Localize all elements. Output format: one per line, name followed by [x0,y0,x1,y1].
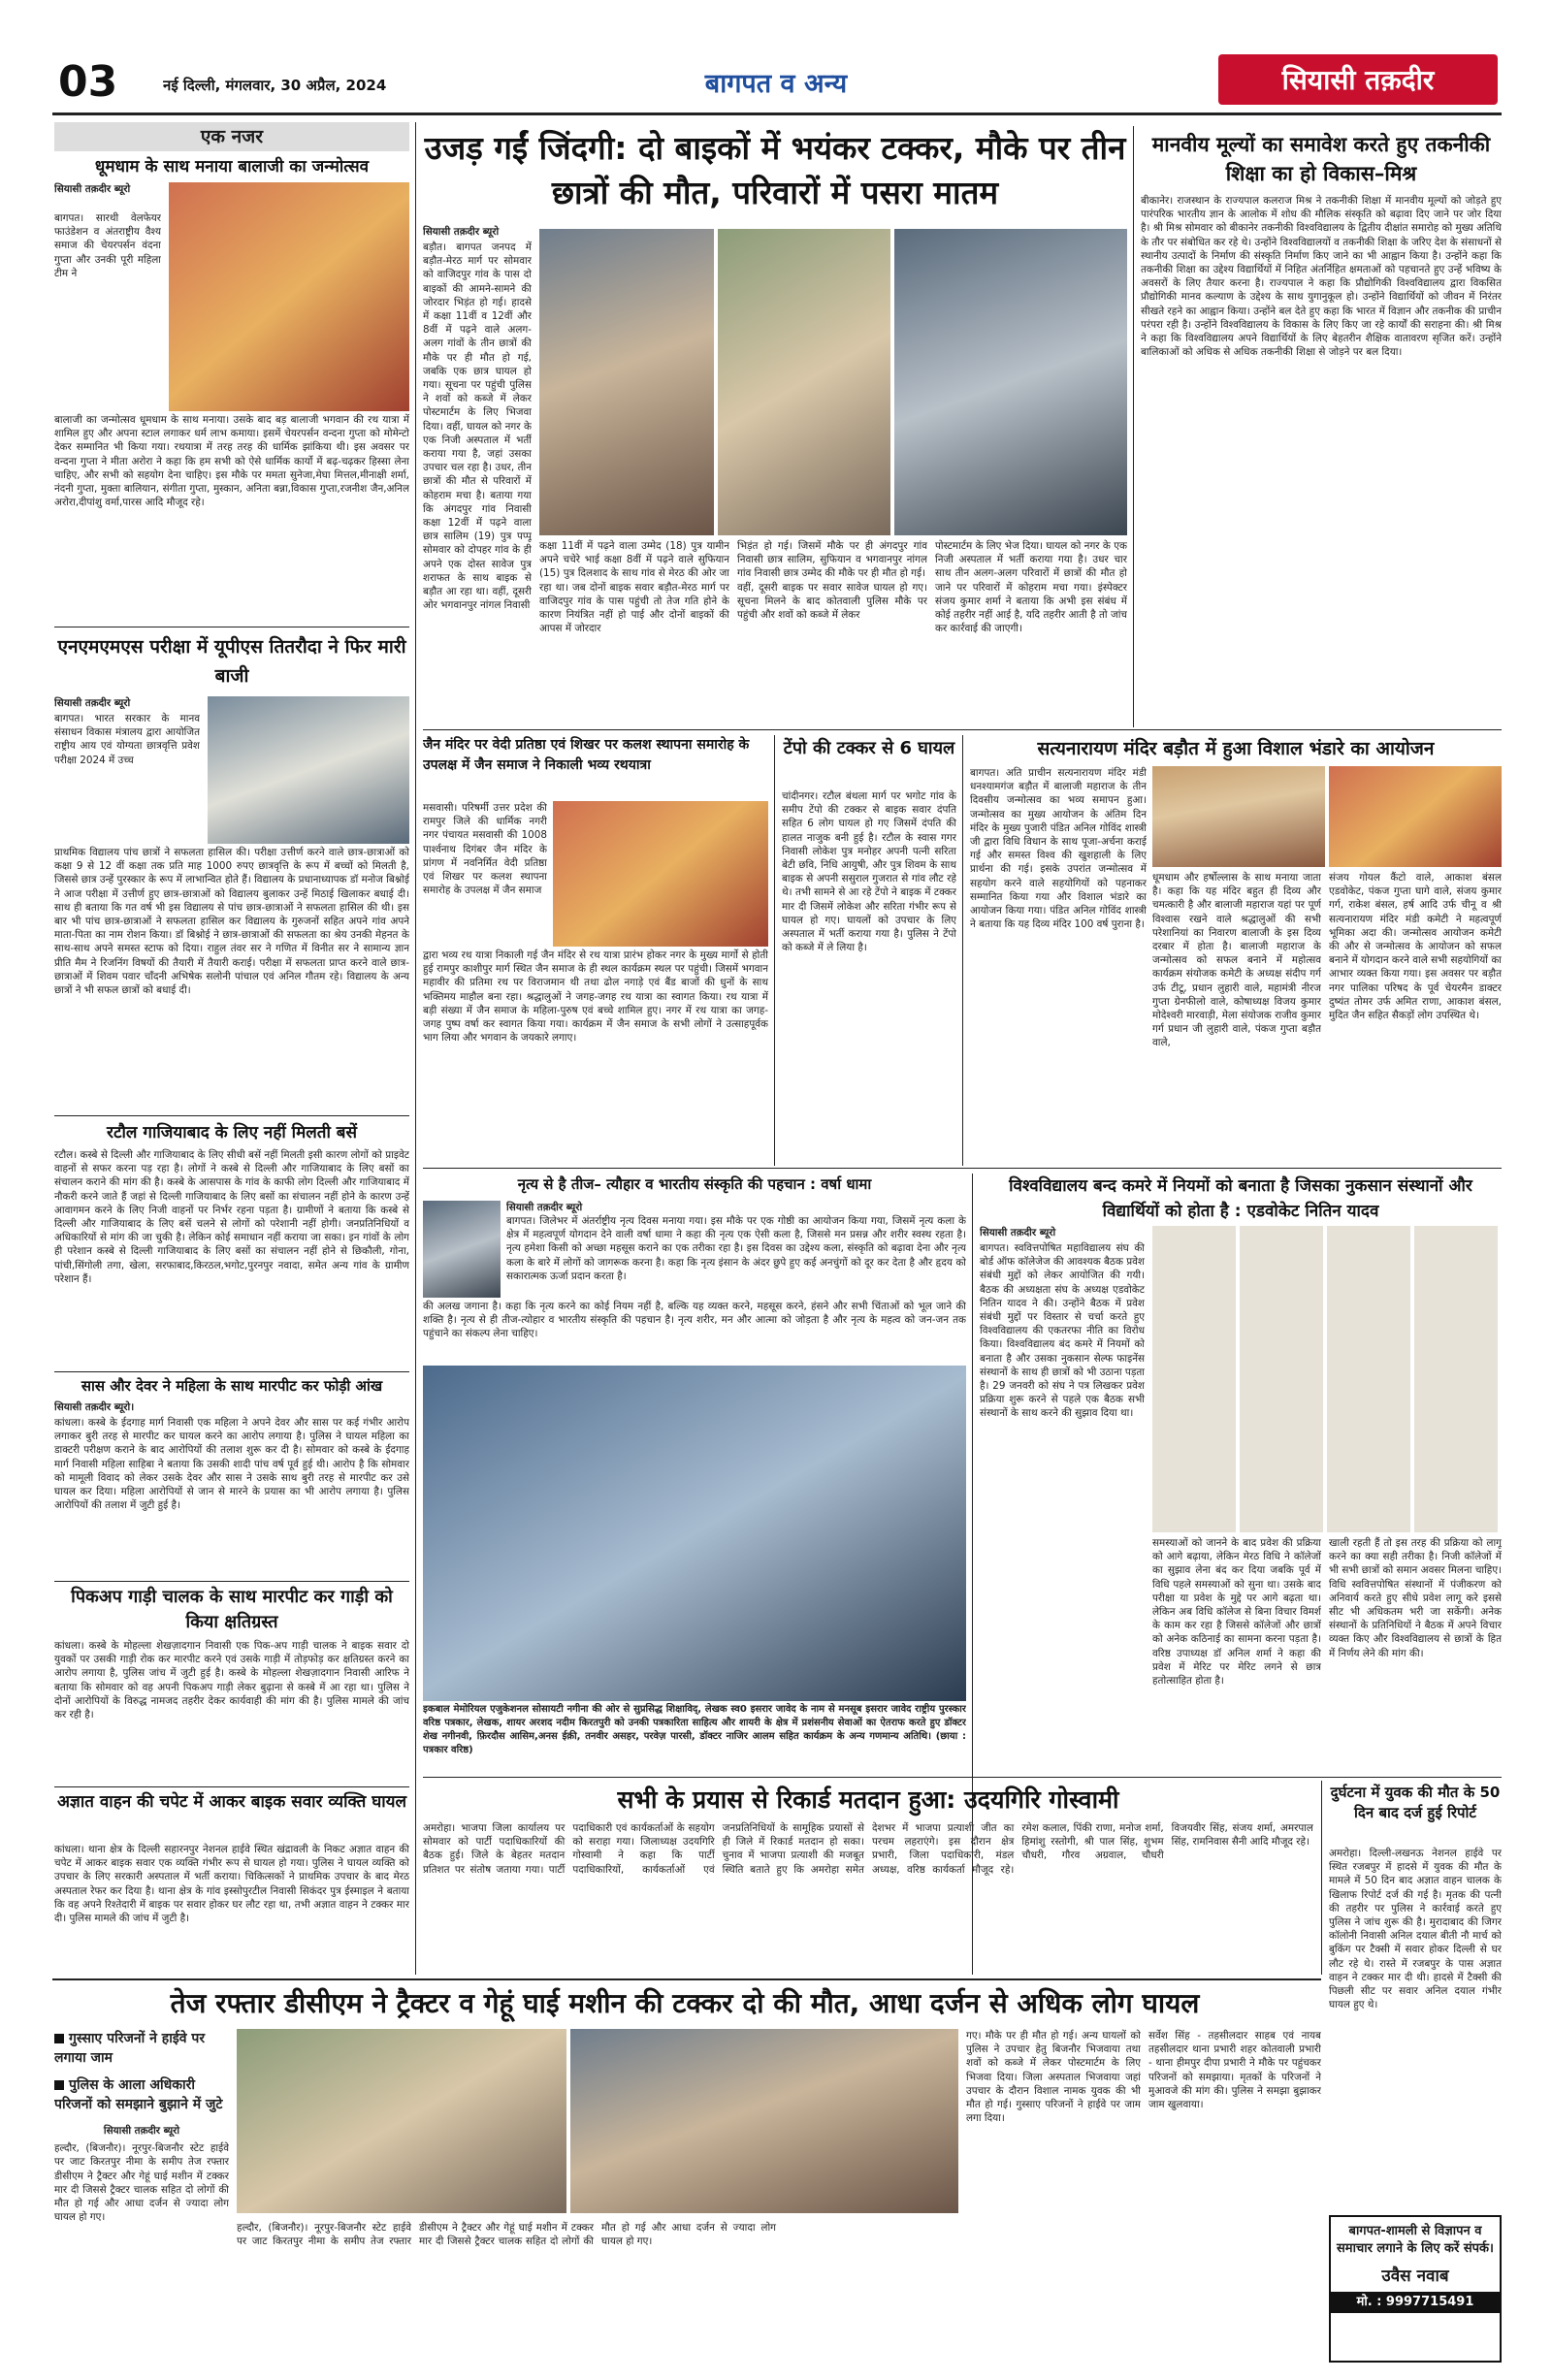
uday-body: अमरोहा। भाजपा जिला कार्यालय पर सोमवार को पार्टी पदाधिकारियों की बैठक हुई। जिले के बेहतर मतदान प्रतिशत पर संतोष जताया गया। पार्टी पदाधिकारी एवं कार्यकर्ताओं के सहयोग को सराहा गया। जिलाध्यक्ष उदयगिरि गोस्वामी ने कहा कि पार्टी पदाधिकारियों, कार्यकर्ताओं एवं जनप्रतिनिधियों के सामूहिक प्रयासों से ही जिले में रिकार्ड मतदान हो सका। चुनाव में भाजपा प्रत्याशी की मजबूत स्थिति बताते हुए कि अमरोहा समेत देशभर में भाजपा प्रत्याशी जीत का परचम लहराएंगे। इस दौरान क्षेत्र प्रभारी, जिला पदाधिकारी, मंडल अध्यक्ष, वरिष्ठ कार्यकर्ता मौजूद रहे। रमेश कलाल, पिंकी राणा, मनोज शर्मा, हिमांशु रस्तोगी, श्री पाल सिंह, शुभम चौधरी, गौरव अग्रवाल, चौधरी विजयवीर सिंह, संजय शर्मा, अमरपाल सिंह, रामनिवास सैनी आदि मौजूद रहे। [423,1822,1313,1876]
mishra-body: बीकानेर। राजस्थान के राज्यपाल कलराज मिश्र ने तकनीकी शिक्षा में मानवीय मूल्यों को जोड़ते हुए पारंपरिक भारतीय ज्ञान के आलोक में शोध की मौलिक संस्कृति को बढ़ावा दिए जाने पर जोर दिया है। श्री मिश्र सोमवार को बीकानेर तकनीकी विश्वविद्यालय के द्वितीय दीक्षांत समारोह को मुख्य अतिथि के तौर पर संबोधित कर रहे थे। उन्होंने विश्वविद्यालयों व तकनीकी शिक्षा के जरिए देश के संसाधनों से स्थानीय उत्पादों के निर्माण की संस्कृति निर्माण किए जाने का भी आह्वान किया है। उन्होंने कहा कि तकनीकी शिक्षा का उद्देश्य विद्यार्थियों में निहित अंतर्निहित क्षमताओं को पहचानते हुए उन्हें भविष्य के अवसरों के लिए तैयार करना है। राज्यपाल ने कहा कि प्रौद्योगिकी विश्वविद्यालय द्वारा विकसित प्रौद्योगिकी मानव कल्याण के उद्देश्य के साथ युगानुकूल हो। उन्होंने विद्यार्थियों को जीवन में निरंतर सीखते रहने का आह्वान किया। उन्होंने बल देते हुए कहा कि भारत में विज्ञान और तकनीक की प्राचीन परंपरा रही है। उन्होंने विश्वविद्यालय के विकास के लिए किए जा रहे कार्यों की सराहना की। श्री मिश्र ने कहा कि विश्वविद्यालय अपने विद्यार्थियों के लिए बेहतरीन शैक्षिक वातावरण सृजित करें। उन्होंने बालिकाओं को अधिक से अधिक तकनीकी शिक्षा से जोड़ने पर बल दिया। [1141,195,1502,359]
bottom-divider [52,1978,1321,1980]
tempo-headline: टेंपो की टक्कर से 6 घायल [783,738,955,758]
ek-nazar-box [54,122,409,151]
lead-body-b: कक्षा 11वीं में पढ़ने वाला उम्मेद (18) पुत्र यामीन अपने चचेरे भाई कक्षा 8वीं में पढ़ने वाले सुफियान (15) पुत्र दिलशाद के साथ गांव से मेरठ की ओर जा रहा था। जब दोनों बाइक सवार बड़ौत-मेरठ मार्ग पर वाजिदपुर गांव के पास पहुंची तो तेज गति होने के कारण नियंत्रित नहीं हो पाई और दोनों बाइकों की आपस में जोरदार [539,540,729,635]
satya-body-b: धूमधाम और हर्षोल्लास के साथ मनाया जाता है। कहा कि यह मंदिर बहुत ही दिव्य और चमत्कारी है और बालाजी महाराज यहां पर पूर्ण विश्वास रखने वाले श्रद्धालुओं की सभी परेशानियां का निवारण बालाजी के इस दिव्य दरबार में होता है। बालाजी महाराज के जन्मोत्सव को सफल बनाने में महोत्सव कार्यक्रम संयोजक कमेटी के अध्यक्ष संदीप गर्ग उर्फ टीटू, प्रधान लुहारी वाले, महामंत्री नीरज गुप्ता ग्रेनफीलो वाले, कोषाध्यक्ष विजय कुमार मोदेश्वरी मारवाड़ी, मेला संयोजक राजीव कुमार गर्ग प्रधान जी लुहारी वाले, पंकज गुप्ता बड़ौत वाले, [1152,872,1321,1049]
rataul-bus-headline: रटौल गाजियाबाद के लिए नहीं मिलती बसें [107,1123,357,1142]
balaji-body-b: बालाजी का जन्मोत्सव धूमधाम के साथ मनाया। उसके बाद बड़ बालाजी भगवान की रथ यात्रा में शामिल हुए और अपना स्टाल लगाकर धर्म लाभ कमाया। इसमें चेयरपर्सन वन्दना गुप्ता को मोमेन्टो देकर सम्मानित भी किया गया। रथयात्रा में तरह तरह की धार्मिक झांकिया थी। इस अवसर पर वन्दना गुप्ता ने मीता अरोरा ने कहा कि हम सभी को ऐसे धार्मिक कार्यो में बढ़-चढ़कर हिस्सा लेना चाहिए, और सभी को सहयोग देना चाहिए। इस मौके पर ममता सुनेजा,मेघा मित्तल,मीनाक्षी शर्मा, नंदनी गुप्ता, मुक्ता बालियान, संगीता गुप्ता, मुस्कान, अनिता बन्ना,विकास गुप्ता,रजनीश जैन,अनिल अरोरा,दीपांशु वर्मा,पारस आदि मौजूद रहे। [54,414,409,509]
mid-divider [423,1168,1502,1169]
top-divider [423,729,1502,730]
teej-byline: सियासी तक़दीर ब्यूरो [506,1202,583,1213]
vv-body-c: खाली रहती हैं तो इस तरह की प्रक्रिया को लागू करने का क्या सही तरीका है। निजी कॉलेजों में भी सभी छात्रों को समान अवसर मिलना चाहिए। विधि स्ववित्तपोषित संस्थानों में पंजीकरण को अनिवार्य करते हुए सीधे प्रवेश लागू करे इससे सीट भी अधिकतम भरी जा सकेंगी। अनेक संस्थानों के प्रतिनिधियों ने बैठक में अपने विचार व्यक्त किए और विश्वविद्यालय से छात्रों के हित में निर्णय लेने की मांग की। [1329,1537,1502,1659]
col1-divider-3 [54,1371,409,1372]
uday-top-rule [423,1777,1313,1778]
satya-body-c: संजय गोयल कैंटो वाले, आकाश बंसल एडवोकेट, पंकज गुप्ता घागे वाले, संजय कुमार गर्ग, राकेश बंसल, हर्ष आदि उर्फ चीनू व श्री सत्यनारायण मंदिर मंडी कमेटी ने महत्वपूर्ण भूमिका अदा की। जन्मोत्सव आयोजन कमेटी की और से जन्मोत्सव के आयोजन को सफल बनाने में योगदान करने वाले सभी सहयोगियों का आभार व्यक्त किया गया। इस अवसर पर बड़ौत नगर पालिका परिषद के पूर्व चेयरमैन डाक्टर दुष्यंत तोमर उर्फ अमित राणा, आकाश बंसल, मुदित जैन सहित सैकड़ों लोग उपस्थित थे। [1329,872,1502,1022]
col1-divider-4 [54,1581,409,1582]
left-column [54,122,409,1975]
nmms-body-b: प्राथमिक विद्यालय पांच छात्रों ने सफलता हासिल की। परीक्षा उत्तीर्ण करने वाले छात्र-छात्राओं को कक्षा 9 से 12 वीं कक्षा तक प्रति माह 1000 रुपए छात्रवृत्ति के रूप में बच्चों को मिलती है, जिससे छात्र उन्हें पुरस्कार के रूप में लाभान्वित होते हैं। विद्यालय के प्रधानाध्यापक डॉ मनोज बिश्नोई ने आज परीक्षा में उत्तीर्ण हुए छात्र-छात्राओं को विद्यालय बुलाकर उन्हें मिठाई खिलाकर बधाई दी। साथ ही बताया कि गत वर्ष भी इस विद्यालय से पांच छात्र-छात्राओं ने सफलता हासिल की थी। इस बार भी पांच छात्र-छात्राओं ने सफलता हासिल कर विद्यालय के गुरुजनों सहित अपने गांव अपने माता-पिता का नाम रोशन किया। डॉ बिश्नोई ने छात्र-छात्राओं की सफलता का श्रेय उनकी मेहनत के साथ-साथ अपने समस्त स्टाफ को दिया। राहुल तंवर सर ने गणित में विनीत सर ने सामान्य ज्ञान प्रीति मैम ने रिजनिंग विषयों की तैयारी में तैयारी कराई। परीक्षा में सफलता प्राप्त करने वाले छात्र-छात्राओं में शिवम पवार चाँदनी अभिषेक सलोनी पांचाल एवं अनिल गौतम रहे। विद्यालय के अन्य छात्रों ने भी सफल छात्रों को बधाई दी। [54,847,409,997]
agyat-vahan-headline: अज्ञात वाहन की चपेट में आकर बाइक सवार व्यक्ति घायल [56,1792,407,1812]
jain-body-a: मसवासी। परिषर्मी उत्तर प्रदेश की रामपुर जिले की धार्मिक नगरी नगर पंचायत मसवासी की 1008 पार्श्वनाथ दिगंबर जैन मंदिर के प्रांगण में नवनिर्मित वेदी प्रतिष्ठा एवं शिखर पर कलश स्थापना समारोह के उपलक्ष में जैन समाज [423,802,547,897]
paper-name: सियासी तक़दीर [1281,64,1435,96]
dcm-headline: तेज रफ्तार डीसीएम ने ट्रैक्टर व गेहूं घाई मशीन की टक्कर दो की मौत, आधा दर्जन से अधिक लोग घायल [170,1987,1200,2019]
masthead-divider [52,113,1502,115]
tempo-divider [962,735,963,1166]
vv-byline: सियासी तक़दीर ब्यूरो [980,1227,1056,1238]
award-caption: इकबाल मेमोरियल एजुकेशनल सोसायटी नगीना की ओर से सुप्रसिद्ध शिक्षाविद्, लेखक स्व0 इसरार जावेद के नाम से मनसूब इसरार जावेद राष्ट्रीय पुरस्कार वरिष्ठ पत्रकार, लेखक, शायर अरशद नदीम किरतपुरी को उनकी पत्रकारिता साहित्य और शायरी के क्षेत्र में प्रशंसनीय सेवाओं का ऐतराफ करते हुए डॉक्टर शेख नगीनवी, फ़िरदौस आसिम,अनस ईक़ी, तनवीर असहर, परवेज़ पारसी, डॉक्टर नाजिर आलम सहित कार्यक्रम के अन्य गणमान्य अतिथि। (छाया : पत्रकार वरिष्ठ) [423,1704,966,1755]
vv-body-a: बागपत। स्ववित्तपोषित महाविद्यालय संघ की बोर्ड ऑफ कॉलेजेज की आवश्यक बैठक प्रवेश संबंधी मुद्दों को लेकर आयोजित की गयी। बैठक की अध्यक्षता संघ के अध्यक्ष एडवोकेट नितिन यादव ने की। उन्होंने बैठक में प्रवेश संबंधी मुद्दों पर विस्तार से चर्चा करते हुए विश्वविद्यालय की एकतरफा नीति का विरोध किया। विश्वविद्यालय बंद कमरे में नियमों को बनाता है और उसका नुकसान सेल्फ फाइनेंस संस्थानों के साथ ही छात्रों को भी उठाना पड़ता है। 29 जनवरी को संघ ने पत्र लिखकर प्रवेश प्रक्रिया शुरू करने से पहले एक बैठक सभी संस्थानों के साथ करने की सुझाव दिया था। [980,1242,1145,1420]
paper-name-box [1218,54,1498,105]
balaji-body-a: बागपत। सारथी वेलफेयर फाउंडेशन व अंतराष्ट्रीय वैश्य समाज की चेयरपर्सन वंदना गुप्ता और उनकी पूरी महिला टीम ने [54,212,161,279]
jain-photo [553,801,768,947]
award-photo [423,1366,966,1701]
satya-headline: सत्यनारायण मंदिर बड़ौत में हुआ विशाल भंडारे का आयोजन [1037,738,1435,759]
dcm-byline: सियासी तक़दीर ब्यूरो [103,2125,180,2137]
teej-headline: नृत्य से है तीज– त्यौहार व भारतीय संस्कृति की पहचान : वर्षा धामा [517,1175,872,1193]
nmms-headline: एनएमएमएस परीक्षा में यूपीएस तितरौदा ने फिर मारी बाजी [57,636,406,687]
pickup-body: कांधला। कस्बे के मोहल्ला शेखज़ादगान निवासी एक पिक-अप गाड़ी चालक ने बाइक सवार दो युवकों पर उसकी गाड़ी रोक कर मारपीट करने एवं उसके गाड़ी में तोड़फोड़ कर क्षतिग्रस्त करने का आरोप लगाया है, पुलिस जांच में जुटी हुई है। कस्बे के मोहल्ला शेखज़ादगान निवासी आरिफ ने बताया कि सोमवार को वह अपनी पिकअप गाड़ी लेकर बुढ़ाना से कस्बे में आ रहा था। पुलिस ने दोनों आरोपियों के विरुद्ध नामजद तहरीर देकर कार्यवाही की मांग की है। पुलिस मामले की जांच कर रही है। [54,1640,409,1721]
col-divider-left [415,122,416,1975]
balaji-headline: धूमधाम के साथ मनाया बालाजी का जन्मोत्सव [94,157,370,177]
ad-text: बागपत-शामली से विज्ञापन व समाचार लगाने के लिए करें संपर्क। [1337,2224,1494,2256]
ad-name: उवैस नवाब [1381,2267,1449,2286]
uday-headline: सभी के प्रयास से रिकार्ड मतदान हुआ: उदयगिरि गोस्वामी [617,1785,1119,1814]
jain-divider [774,735,775,1166]
page-number: 03 [58,58,118,107]
satya-body-a: बागपत। अति प्राचीन सत्यनारायण मंदिर मंडी धनश्यामगंज बड़ौत में बालाजी महाराज के तीन दिवसीय जन्मोत्सव का भव्य समापन हुआ। जन्मोत्सव का मुख्य आयोजन के अंतिम दिन मंदिर के मुख्य पुजारी पंडित अनिल गोविंद शास्त्री जी द्वारा विधि विधान के साथ पूजा-अर्चना कराई गई और समस्त विश्व की खुशहाली के लिए प्रार्थना की गई। इसके उपरांत जन्मोत्सव में सहयोग करने वाले सहयोगियों को पहनाकर सम्मानित किया गया और विशाल भंडारे का आयोजन किया गया। पंडित अनिल गोविंद शास्त्री ने बताया कि यह दिव्य मंदिर 100 वर्ष पुराना है। [970,767,1147,931]
vv-meeting-screenshot [1152,1226,1502,1532]
satya-photo-1 [1152,766,1325,867]
col1-divider-5 [54,1786,409,1787]
tempo-body: चांदीनगर। रटौल बंथला मार्ग पर भगोट गांव के समीप टेंपो की टक्कर से बाइक सवार दंपति सहित 6 लोग घायल हो गए जिसमें दंपति की हालत नाजुक बनी हुई है। रटौल के स्वास गगर निवासी लोकेश पुत्र मनोहर अपनी पत्नी सरिता बेटी छवि, निधि आयुषी, और पुत्र शिवम के साथ बाइक से अपनी ससुराल गुजरात से गांव लौट रहे थे। तभी सामने से आ रहे टेंपो ने बाइक में टक्कर मार दी जिसमें लोकेश और सरिता गंभीर रूप से घायल हो गए। घायलों को उपचार के लिए अस्पताल में भर्ती कराया गया है। पुलिस ने टेंपो को कब्जे में ले लिया है। [782,790,956,954]
nmms-body-a: बागपत। भारत सरकार के मानव संसाधन विकास मंत्रालय द्वारा आयोजित राष्ट्रीय आय एवं योग्यता छात्रवृत्ति प्रवेश परीक्षा 2024 में उच्च [54,713,200,766]
lead-byline: सियासी तक़दीर ब्यूरो [423,226,500,238]
saas-devar-byline: सियासी तक़दीर ब्यूरो। [54,1401,135,1413]
mishra-headline: मानवीय मूल्यों का समावेश करते हुए तकनीकी शिक्षा का हो विकास–मिश्र [1151,133,1491,185]
lead-body-a: बड़ौत। बागपत जनपद में बड़ौत-मेरठ मार्ग पर सोमवार को वाजिदपुर गांव के पास दो बाइकों की आमने-सामने की जोरदार भिड़ंत हो गई। हादसे में कक्षा 11वीं व 12वीं और 8वीं में पढ़ने वाले अलग-अलग गांवों के तीन छात्रों की मौके पर ही मौत हो गई, जबकि एक छात्र घायल हो गया। सूचना पर पहुंची पुलिस ने शवों को कब्जे में लेकर पोस्टमार्टम के लिए भिजवा दिया। वहीं, घायल को नगर के एक निजी अस्पताल में भर्ती कराया गया है, जहां उसका उपचार चल रहा है। उधर, तीन छात्रों की मौत से परिवारों में कोहराम मचा है। बताया गया कि अंगदपुर गांव निवासी कक्षा 12वीं में पढ़ने वाला छात्र सालिम (19) पुत्र पप्पू सोमवार को दोपहर गांव के ही अपने एक दोस्त सावेज पुत्र शराफत के साथ बाइक से बड़ौत आ रहा था। वहीं, दूसरी ओर भगवानपुर नांगल निवासी [423,241,532,612]
jain-headline: जैन मंदिर पर वेदी प्रतिष्ठा एवं शिखर पर कलश स्थापना समारोह के उपलक्ष में जैन समाज ने निकाली भव्य रथयात्रा [423,737,750,773]
teej-body-b: की अलख जगाना है। कहा कि नृत्य करने का कोई नियम नहीं है, बल्कि यह व्यक्त करने, महसूस करने, हंसने और सभी चिंताओं को भूल जाने की शक्ति है। नृत्य से ही तीज-त्योहार व भारतीय संस्कृति की पहचान है। नृत्य शरीर, मन और आत्मा को जोड़ता है और नृत्य के महत्व को जन-जन तक पहुंचाने का संकल्प लेना चाहिए। [423,1301,966,1340]
satya-photo-2 [1329,766,1502,867]
dcm-body-b: गए। मौके पर ही मौत हो गई। अन्य घायलों को पुलिस ने उपचार हेतु बिजनौर भिजवाया तथा शवों को कब्जे में लेकर पोस्टमार्टम के लिए भिजवा दिया। जिला अस्पताल भिजवाया जहां उपचार के दौरान विशाल नामक युवक की भी मौत हो गई। गुस्साए परिजनों ने हाईवे पर जाम लगा दिया। [966,2030,1141,2125]
dcm-photo-1 [237,2029,566,2213]
masthead [0,0,1552,114]
bullet-icon [54,2034,64,2043]
dcm-body-a: हल्दौर, (बिजनौर)। नूरपुर-बिजनौर स्टेट हाईवे पर जाट किरतपुर नीमा के समीप तेज रफ्तार डीसीएम ने ट्रैक्टर और गेहूं घाई मशीन में टक्कर मार दी जिससे ट्रैक्टर चालक सहित दो लोगों की मौत हो गई और आधा दर्जन से ज्यादा लोग घायल हो गए। [54,2142,229,2224]
col1-divider-2 [54,1115,409,1116]
vv-headline: विश्वविद्यालय बन्द कमरे में नियमों को बनाता है जिसका नुकसान संस्थानों और विद्यार्थियों को होता है : एडवोकेट नितिन यादव [1009,1176,1472,1221]
saas-devar-body: कांधला। कस्बे के ईदगाह मार्ग निवासी एक महिला ने अपने देवर और सास पर कई गंभीर आरोप लगाकर बुरी तरह से मारपीट कर घायल करने का आरोप लगाया है। पुलिस ने घायल महिला का डाक्टरी परीक्षण कराने के बाद आरोपियों की तलाश शुरू कर दी है। सोमवार को कस्बे के ईदगाह मार्ग निवासी महिला साहिबा ने बताया कि उसकी शादी पांच वर्ष पूर्व हुई थी। आरोप है कि सोमवार को मामूली विवाद को लेकर उसके देवर और सास ने उसके साथ बुरी तरह से मारपीट कर उसे घायल कर दिया। महिला आरोपियों से जान से मारने के प्रयास का भी आरोप लगाया है। पुलिस आरोपियों की तलाश में जुटी हुई है। [54,1417,409,1512]
ad-box [1329,2215,1502,2363]
lead-divider [1133,126,1134,727]
agyat-vahan-body: कांधला। थाना क्षेत्र के दिल्ली सहारनपुर नेशनल हाईवे स्थित खंद्रावली के निकट अज्ञात वाहन की चपेट में आकर बाइक सवार एक व्यक्ति गंभीर रूप से घायल हो गया। पुलिस ने घायल व्यक्ति को उपचार के लिए सरकारी अस्पताल में भर्ती कराया। चिकित्सकों ने प्राथमिक उपचार के बाद मेरठ अस्पताल रेफर कर दिया है। थाना क्षेत्र के गांव इस्सोपुरटील निवासी सिकंदर पुत्र ईस्माइल ने बताया कि वह अपने रिश्तेदारी में बाइक पर सवार होकर घर लौट रहा था, तभी अज्ञात वाहन ने टक्कर मार दी। पुलिस मामले की जांच में जुटी है। [54,1844,409,1925]
bullet-icon [54,2080,64,2090]
balaji-photo [169,182,409,411]
durg-body: अमरोहा। दिल्ली-लखनऊ नेशनल हाईवे पर स्थित रजबपुर में हादसे में युवक की मौत के मामले में 50 दिन बाद अज्ञात वाहन चालक के खिलाफ रिपोर्ट दर्ज की गई है। मृतक की पत्नी की तहरीर पर पुलिस ने कार्रवाई करते हुए पुलिस ने जांच शुरू की है। मुरादाबाद की जिगर कॉलोनी निवासी अनिल दयाल बीती नौ मार्च को बुकिंग पर टैक्सी में सवार होकर दिल्ली से घर लौट रहे थे। रास्ते में रजबपुर के पास अज्ञात वाहन ने टक्कर मार दी थी। हादसे में टैक्सी की पिछली सीट पर सवार अनिल दयाल गंभीर घायल हुए थे। [1329,1848,1502,2011]
lead-body-c: भिड़ंत हो गई। जिसमें मौके पर ही अंगदपुर गांव निवासी छात्र सालिम, सुफियान व भगवानपुर नांगल गांव निवासी छात्र उम्मेद की मौके पर ही मौत हो गई। वहीं, दूसरी बाइक पर सवार सावेज घायल हो गए। सूचना मिलने के बाद कोतवाली पुलिस मौके पर पहुंची और शवों को कब्जे में लेकर [737,540,927,622]
lead-photo-3 [894,229,1127,535]
lead-body-d: पोस्टमार्टम के लिए भेज दिया। घायल को नगर के एक निजी अस्पताल में भर्ती कराया गया है। उधर चार साथ तीन अलग-अलग परिवारों में छात्रों की मौत हो जाने पर परिवारों में कोहराम मचा गया। इंस्पेक्टर संजय कुमार शर्मा ने बताया कि अभी इस संबंध में कोई तहरीर नहीं आई है, यदि तहरीर आती है तो जांच कर कार्रवाई की जाएगी। [935,540,1127,635]
lead-photo-1 [539,229,714,535]
dcm-side-2: पुलिस के आला अधिकारी परिजनों को समझाने बुझाने में जुटे [54,2077,223,2112]
dcm-body-c: सर्वेश सिंह - तहसीलदार साहब एवं नायब तहसीलदार थाना प्रभारी शहर कोतवाली प्रभारी - थाना हीमपुर दीपा प्रभारी ने मौके पर पहुंचकर परिजनों को समझाया। मृतकों के परिजनों ने मुआवजे की मांग की। पुलिस ने समझा बुझाकर जाम खुलवाया। [1148,2030,1321,2111]
dateline: नई दिल्ली, मंगलवार, 30 अप्रैल, 2024 [163,77,387,94]
lead-photo-2 [718,229,890,535]
durg-headline: दुर्घटना में युवक की मौत के 50 दिन बाद दर्ज हुई रिपोर्ट [1330,1784,1501,1821]
saas-devar-headline: सास और देवर ने महिला के साथ मारपीट कर फोड़ी आंख [81,1377,383,1395]
balaji-byline: सियासी तक़दीर ब्यूरो [54,183,131,195]
pickup-headline: पिकअप गाड़ी चालक के साथ मारपीट कर गाड़ी को किया क्षतिग्रस्त [71,1587,393,1632]
lead-headline: उजड़ गईं जिंदगी: दो बाइकों में भयंकर टक्कर, मौके पर तीन छात्रों की मौत, परिवारों में पसरा मातम [424,129,1126,211]
ad-phone: मो. : 9997715491 [1331,2292,1500,2313]
teej-body-a: बागपत। जिलेभर में अंतर्राष्ट्रीय नृत्य दिवस मनाया गया। इस मौके पर एक गोष्ठी का आयोजन किया गया, जिसमें नृत्य कला के क्षेत्र में महत्वपूर्ण योगदान देने वाली वर्षा धामा ने कहा की नृत्य एक ऐसी कला है, जिससे मन प्रसन्न और शरीर स्वस्थ रहता है। नृत्य हमेशा किसी को अच्छा महसूस कराने का एक तरीका रहा है। इस दिवस का उद्देश्य कला, संस्कृति को बढ़ावा देना और नृत्य कला के बारे में लोगों को जागरूक करना है। कहा कि नृत्य इंसान के अंदर छुपे हुए कई अनचुंगों को दूर कर देता है और हृदय को सकारात्मक ऊर्जा प्रदान करता है। [506,1215,966,1282]
dcm-sidebar [54,2029,229,2359]
jain-body-b: द्वारा भव्य रथ यात्रा निकाली गई जैन मंदिर से रथ यात्रा प्रारंभ होकर नगर के मुख्य मार्गो से होती हुई रामपुर काशीपुर मार्ग स्थित जैन समाज के ही स्थल कार्यक्रम स्थल पर पहुंची। जिसमें भगवान महावीर की प्रतिमा रथ पर विराजमान थी तथा ढोल नगाड़े एवं बैंड बाजों की धुनों के साथ भक्तिमय माहौल बना रहा। श्रद्धालुओं ने जगह-जगह रथ यात्रा का स्वागत किया। रथ यात्रा में बड़ी संख्या में जैन समाज के महिला-पुरुष एवं बच्चे शामिल हुए। नगर में रथ यात्रा का जगह-जगह पुष्प वर्षा कर स्वागत किया गया। कार्यक्रम में जैन समाज के सभी लोगों ने उत्साहपूर्वक भाग लिया और भगवान के जयकारे लगाए। [423,949,768,1045]
vv-body-b: समस्याओं को जानने के बाद प्रवेश की प्रक्रिया को आगे बढ़ाया, लेकिन मेरठ विधि ने कॉलेजों का सुझाव लेना बंद कर दिया जबकि पूर्व में विधि पहले समस्याओं को सुना था। उसके बाद परीक्षा या प्रवेश के मुद्दे पर आगे बढ़ता था। लेकिन अब विधि कॉलेज से बिना विचार विमर्श के काम कर रहा है जिससे कॉलेजों और छात्रों को अनेक कठिनाई का सामना करना पड़ता है। वरिष्ठ उपाध्यक्ष डॉ अनिल शर्मा ने कहा की प्रवेश में मेरिट पर मेरिट लगने से छात्र हतोत्साहित होता है। [1152,1537,1321,1688]
dcm-side-1: गुस्साए परिजनों ने हाईवे पर लगाया जाम [54,2031,206,2066]
ek-nazar-label: एक नजर [200,126,264,147]
dcm-photo-2 [570,2029,958,2213]
nmms-photo [208,696,409,844]
teej-photo [423,1201,501,1298]
durg-divider [1321,1781,1322,1975]
nmms-byline: सियासी तक़दीर ब्यूरो [54,697,131,709]
rataul-bus-body: रटौल। कस्बे से दिल्ली और गाजियाबाद के लिए सीधी बसें नहीं मिलती इसी कारण लोगों को प्राइवेट वाहनों से सफर करना पड़ रहा है। लोगों ने कस्बे से दिल्ली और गाजियाबाद के लिए बसों का संचालन कराने की मांग की है। कस्बे के आसपास के गांव के काफी लोग दिल्ली और गाजियाबाद में नौकरी करने जाते हैं जहां से दिल्ली गाजियाबाद के लिए बसों का संचालन नहीं होने के कारण उन्हें आवागमन करने के लिए निजी वाहनों पर निर्भर रहना पड़ता है। ग्रामीणों ने बताया कि कस्बे से दिल्ली और गाजियाबाद के लिए बसें चलने से लोगों को परेशानी नहीं होगी। जनप्रतिनिधियों व अधिकारियों से मांग की जा चुकी है। लेकिन कोई समाधान नहीं कराया जा सका। इन गांवों के लोग ही परेशान कस्बे से दिल्ली गाजियाबाद के लिए बसों का संचालन नहीं होने से छिकौली, गोना, पांची,सिंगोली तगा, खेला, सरफाबाद,किरठल,भगोट,पुरनपुर नवादा, समेत अन्य गांव के ग्रामीण परेशान हैं। [54,1149,409,1285]
dcm-body-d: हल्दौर, (बिजनौर)। नूरपुर-बिजनौर स्टेट हाईवे पर जाट किरतपुर नीमा के समीप तेज रफ्तार डीसीएम ने ट्रैक्टर और गेहूं घाई मशीन में टक्कर मार दी जिससे ट्रैक्टर चालक सहित दो लोगों की मौत हो गई और आधा दर्जन से ज्यादा लोग घायल हो गए। [237,2222,776,2248]
section-title: बागपत व अन्य [704,69,848,99]
